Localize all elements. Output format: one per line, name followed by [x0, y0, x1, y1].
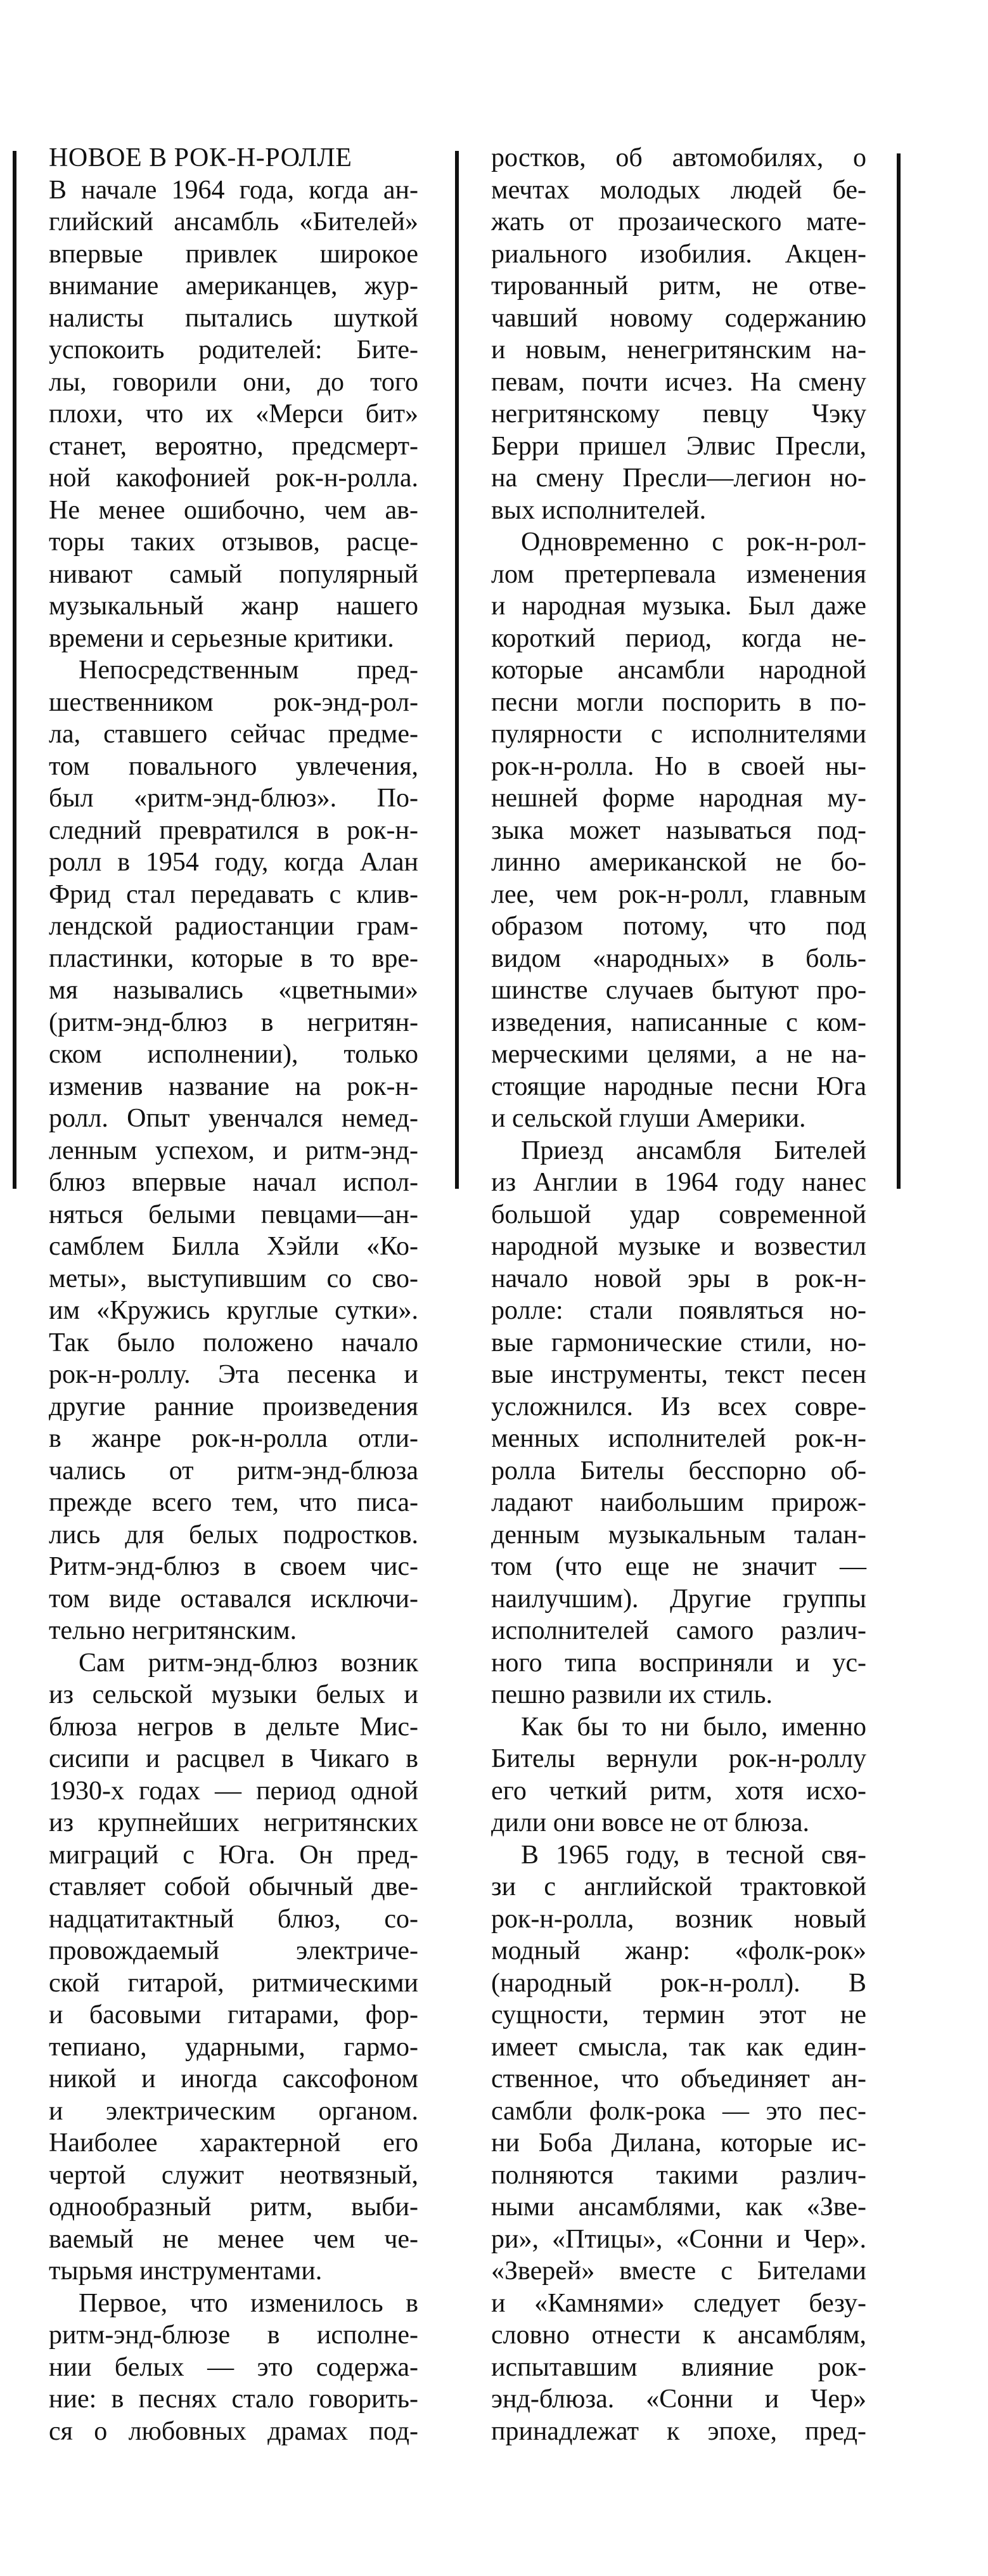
text-line: блюз впервые начал испол- [49, 1168, 418, 1197]
text-line: Приезд ансамбля Бителей [521, 1136, 866, 1165]
text-line: вые инструменты, текст песен [491, 1360, 866, 1389]
text-line: словно отнести к ансамблям, [491, 2320, 866, 2350]
text-line: денным музыкальным талан- [491, 1520, 866, 1550]
text-line: в жанре рок-н-ролла отли- [49, 1424, 418, 1453]
text-line: лом претерпевала изменения [491, 559, 866, 589]
text-line: на смену Пресли—легион но- [491, 463, 866, 493]
text-line: 1930-х годах — период одной [49, 1776, 418, 1806]
text-line: чертой служит неотвязный, [49, 2160, 418, 2190]
text-line: лись для белых подростков. [49, 1520, 418, 1550]
text-line: зи с английской трактовкой [491, 1872, 866, 1901]
text-line: миграций с Юга. Он пред- [49, 1840, 418, 1870]
text-line: ставляет собой обычный две- [49, 1872, 418, 1901]
text-line: нивают самый популярный [49, 559, 418, 589]
text-line: из Англии в 1964 году нанес [491, 1168, 866, 1197]
text-line: тепиано, ударными, гармо- [49, 2032, 418, 2062]
text-line: и новым, ненегритянским на- [491, 335, 866, 365]
text-line: короткий период, когда не- [491, 623, 866, 653]
text-line: станет, вероятно, предсмерт- [49, 431, 418, 461]
text-line: негритянскому певцу Чэку [491, 399, 866, 429]
text-line: ными ансамблями, как «Зве- [491, 2192, 866, 2222]
column-rule-right [897, 153, 901, 1189]
text-line: ритм-энд-блюзе в исполне- [49, 2320, 418, 2350]
text-line: ростков, об автомобилях, о [491, 143, 866, 172]
text-line: Сам ритм-энд-блюз возник [79, 1648, 418, 1678]
text-line: стоящие народные песни Юга [491, 1071, 866, 1101]
text-line: рок-н-ролла. Но в своей ны- [491, 751, 866, 781]
text-line: риального изобилия. Акцен- [491, 239, 866, 269]
text-line: торы таких отзывов, расце- [49, 527, 418, 557]
text-line: Первое, что изменилось в [79, 2288, 418, 2318]
text-line: ладают наибольшим прирож- [491, 1488, 866, 1517]
text-line: ного типа восприняли и ус- [491, 1648, 866, 1678]
text-line: блюза негров в дельте Мис- [49, 1712, 418, 1742]
text-line: и электрическим органом. [49, 2096, 418, 2126]
text-line: линно американской не бо- [491, 848, 866, 877]
text-line: из сельской музыки белых и [49, 1680, 418, 1709]
text-line: образом потому, что под [491, 912, 866, 941]
text-line: мерческими целями, а не на- [491, 1040, 866, 1069]
text-line: его четкий ритм, хотя исхо- [491, 1776, 866, 1806]
text-line: однообразный ритм, выби- [49, 2192, 418, 2222]
text-line: которые ансамбли народной [491, 656, 866, 685]
text-line: ственное, что объединяет ан- [491, 2064, 866, 2094]
text-line: том (что еще не значит — [491, 1552, 866, 1581]
text-line: испытавшим влияние рок- [491, 2352, 866, 2382]
text-line: мя назывались «цветными» [49, 976, 418, 1005]
text-line: изменив название на рок-н- [49, 1071, 418, 1101]
text-line: Непосредственным пред- [79, 656, 418, 685]
column-rule-middle [455, 151, 459, 1189]
text-line: провождаемый электриче- [49, 1936, 418, 1965]
text-line: принадлежат к эпохе, пред- [491, 2416, 866, 2446]
text-line: том повального увлечения, [49, 751, 418, 781]
text-line: том виде оставался исключи- [49, 1584, 418, 1614]
text-line: ролла Бителы бесспорно об- [491, 1456, 866, 1485]
text-line: рок-н-ролла, возник новый [491, 1904, 866, 1934]
text-line: из крупнейших негритянских [49, 1808, 418, 1837]
text-line: музыкальный жанр нашего [49, 592, 418, 621]
text-line: другие ранние произведения [49, 1392, 418, 1421]
text-line: надцатитактный блюз, со- [49, 1904, 418, 1934]
text-line: В начале 1964 года, когда ан- [49, 175, 418, 205]
text-line: сисипи и расцвел в Чикаго в [49, 1744, 418, 1773]
column-rule-left [13, 151, 16, 1189]
text-line: наилучшим). Другие группы [491, 1584, 866, 1614]
text-line: начало новой эры в рок-н- [491, 1264, 866, 1293]
text-line: большой удар современной [491, 1200, 866, 1229]
text-line: жать от прозаического мате- [491, 207, 866, 236]
article-heading: НОВОЕ В РОК-Н-РОЛЛЕ [49, 143, 352, 172]
text-line: Как бы то ни было, именно [521, 1712, 866, 1742]
text-line: следний превратился в рок-н- [49, 815, 418, 845]
text-line: няться белыми певцами—ан- [49, 1200, 418, 1229]
text-line: сущности, термин этот не [491, 2000, 866, 2029]
text-line: меты», выступившим со сво- [49, 1264, 418, 1293]
text-line: пулярности с исполнителями [491, 720, 866, 749]
text-line: видом «народных» в боль- [491, 943, 866, 973]
text-line: зыка может называться под- [491, 815, 866, 845]
text-line: менных исполнителей рок-н- [491, 1424, 866, 1453]
text-line: Не менее ошибочно, чем ав- [49, 495, 418, 525]
text-line: энд-блюза. «Сонни и Чер» [491, 2385, 866, 2414]
text-line: самбли фолк-рока — это пес- [491, 2096, 866, 2126]
text-line: времени и серьезные критики. [49, 623, 394, 653]
text-line: ри», «Птицы», «Сонни и Чер». [491, 2224, 866, 2254]
text-line: ваемый не менее чем че- [49, 2224, 418, 2254]
text-line: В 1965 году, в тесной свя- [521, 1840, 866, 1870]
text-line: Бителы вернули рок-н-роллу [491, 1744, 866, 1773]
text-line: ленным успехом, и ритм-энд- [49, 1136, 418, 1165]
text-line: ской гитарой, ритмическими [49, 1968, 418, 1998]
text-line: нешней форме народная му- [491, 784, 866, 813]
text-line: Одновременно с рок-н-рол- [521, 527, 866, 557]
text-line: внимание американцев, жур- [49, 271, 418, 301]
text-line: чавший новому содержанию [491, 303, 866, 333]
text-line: ролл в 1954 году, когда Алан [49, 848, 418, 877]
text-line: лендской радиостанции грам- [49, 912, 418, 941]
text-line: ние: в песнях стало говорить- [49, 2385, 418, 2414]
text-line: налисты пытались шуткой [49, 303, 418, 333]
text-line: шинстве случаев бытуют про- [491, 976, 866, 1005]
text-line: Так было положено начало [49, 1328, 418, 1357]
text-line: им «Кружись круглые сутки». [49, 1296, 418, 1325]
text-line: впервые привлек широкое [49, 239, 418, 269]
text-line: пешно развили их стиль. [491, 1680, 773, 1709]
text-line: вые гармонические стили, но- [491, 1328, 866, 1357]
text-line: и народная музыка. Был даже [491, 592, 866, 621]
text-line: Фрид стал передавать с клив- [49, 879, 418, 909]
text-line: Берри пришел Элвис Пресли, [491, 431, 866, 461]
text-line: изведения, написанные с ком- [491, 1007, 866, 1037]
text-line: был «ритм-энд-блюз». По- [49, 784, 418, 813]
text-line: тырьмя инструментами. [49, 2256, 323, 2286]
text-line: мечтах молодых людей бе- [491, 175, 866, 205]
text-line: Ритм-энд-блюз в своем чис- [49, 1552, 418, 1581]
text-line: (ритм-энд-блюз в негритян- [49, 1007, 418, 1037]
text-line: чались от ритм-энд-блюза [49, 1456, 418, 1485]
text-line: ни Боба Дилана, которые ис- [491, 2128, 866, 2158]
text-line: тированный ритм, не отве- [491, 271, 866, 301]
text-line: вых исполнителей. [491, 495, 707, 525]
text-line: прежде всего тем, что писа- [49, 1488, 418, 1517]
text-line: ся о любовных драмах под- [49, 2416, 418, 2446]
text-line: и «Камнями» следует безу- [491, 2288, 866, 2318]
text-line: плохи, что их «Мерси бит» [49, 399, 418, 429]
text-line: успокоить родителей: Бите- [49, 335, 418, 365]
text-line: никой и иногда саксофоном [49, 2064, 418, 2094]
text-line: ной какофонией рок-н-ролла. [49, 463, 418, 493]
text-line: Наиболее характерной его [49, 2128, 418, 2158]
text-line: ла, ставшего сейчас предме- [49, 720, 418, 749]
text-line: песни могли поспорить в по- [491, 687, 866, 717]
text-line: и сельской глуши Америки. [491, 1104, 806, 1133]
text-line: нии белых — это содержа- [49, 2352, 418, 2382]
text-line: самблем Билла Хэйли «Ко- [49, 1232, 418, 1261]
text-line: и басовыми гитарами, фор- [49, 2000, 418, 2029]
text-line: лее, чем рок-н-ролл, главным [491, 879, 866, 909]
text-line: лы, говорили они, до того [49, 367, 418, 397]
article-column-2 [491, 142, 866, 2447]
text-line: народной музыке и возвестил [491, 1232, 866, 1261]
article-column-1 [49, 142, 418, 2447]
text-line: рок-н-роллу. Эта песенка и [49, 1360, 418, 1389]
text-line: усложнился. Из всех совре- [491, 1392, 866, 1421]
text-line: дили они вовсе не от блюза. [491, 1808, 809, 1837]
text-line: «Зверей» вместе с Бителами [491, 2256, 866, 2286]
text-line: глийский ансамбль «Бителей» [49, 207, 418, 236]
text-line: ролле: стали появляться но- [491, 1296, 866, 1325]
text-line: певам, почти исчез. На смену [491, 367, 866, 397]
text-line: пластинки, которые в то вре- [49, 943, 418, 973]
text-line: полняются такими различ- [491, 2160, 866, 2190]
text-line: (народный рок-н-ролл). В [491, 1968, 866, 1998]
text-line: исполнителей самого различ- [491, 1616, 866, 1645]
text-line: имеет смысла, так как един- [491, 2032, 866, 2062]
text-line: ролл. Опыт увенчался немед- [49, 1104, 418, 1133]
text-line: ском исполнении), только [49, 1040, 418, 1069]
text-line: модный жанр: «фолк-рок» [491, 1936, 866, 1965]
text-line: тельно негритянским. [49, 1616, 297, 1645]
text-line: шественником рок-энд-рол- [49, 687, 418, 717]
